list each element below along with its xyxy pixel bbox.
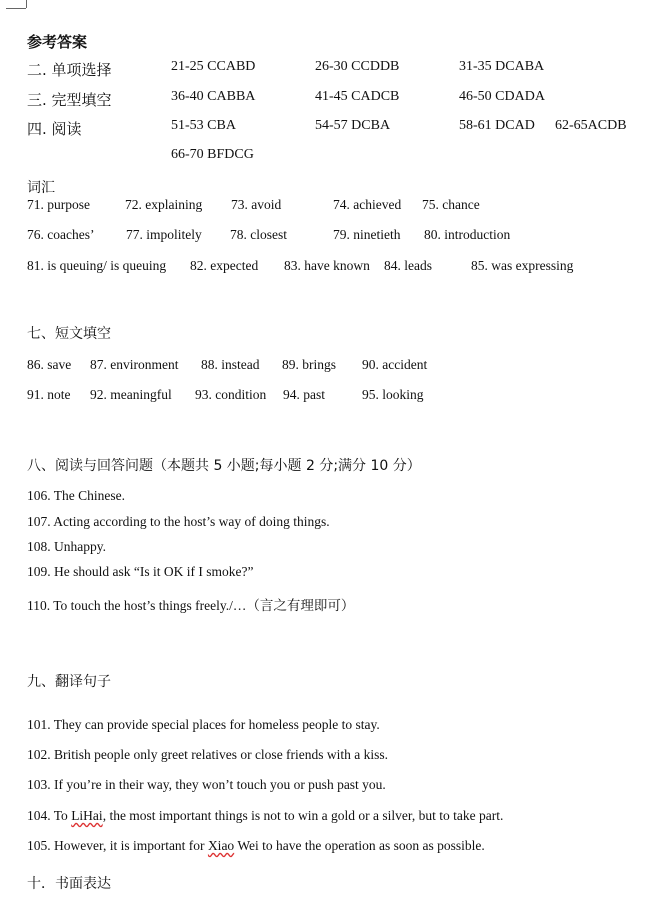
- vocab-answer: 77. impolitely: [126, 227, 202, 242]
- section-label: 三. 完型填空: [27, 91, 112, 109]
- answer-group: 54-57 DCBA: [315, 118, 391, 133]
- cloze-answer: 88. instead: [201, 357, 260, 372]
- section-heading-reading-qa: 八、阅读与回答问题（本题共 5 小题;每小题 2 分;满分 10 分）: [27, 458, 421, 474]
- page-title: 参考答案: [27, 33, 88, 51]
- translation-text: , the most important things is not to win a gold or a silver, but to take part.: [102, 808, 504, 823]
- spellcheck-flagged-word: LiHai: [71, 808, 103, 823]
- cloze-answer: 93. condition: [195, 387, 267, 402]
- cloze-answer: 91. note: [27, 387, 71, 402]
- vocab-answer: 71. purpose: [27, 197, 90, 212]
- cloze-answer: 92. meaningful: [90, 387, 172, 402]
- vocab-answer: 74. achieved: [333, 197, 402, 212]
- answer-group: 31-35 DCABA: [459, 59, 545, 74]
- qa-answer: 108. Unhappy.: [27, 539, 106, 554]
- vocab-answer: 85. was expressing: [471, 258, 574, 273]
- answer-group: 46-50 CDADA: [459, 89, 545, 104]
- answer-group: 36-40 CABBA: [171, 89, 256, 104]
- vocab-answer: 84. leads: [384, 258, 432, 273]
- translation-text: 105. However, it is important for: [27, 838, 208, 853]
- cloze-answer: 90. accident: [362, 357, 428, 372]
- translation-answer: [27, 838, 485, 854]
- vocab-answer: 82. expected: [190, 258, 259, 273]
- vocab-answer: 78. closest: [230, 227, 287, 242]
- vocab-answer: 81. is queuing/ is queuing: [27, 258, 167, 273]
- section-heading-translation: 九、翻译句子: [27, 674, 111, 690]
- translation-text: Wei to have the operation as soon as possible.: [234, 838, 485, 853]
- vocab-answer: 75. chance: [422, 197, 480, 212]
- spellcheck-flagged-word: Xiao: [207, 838, 235, 853]
- corner-crop-mark: [26, 0, 27, 8]
- translation-answer: 102. British people only greet relatives or close friends with a kiss.: [27, 747, 389, 762]
- corner-crop-mark-horizontal: [6, 8, 26, 9]
- vocab-answer: 76. coaches’: [27, 227, 95, 242]
- qa-answer: 107. Acting according to the host’s way of doing things.: [27, 514, 330, 529]
- cloze-answer: 86. save: [27, 357, 72, 372]
- answer-group: 66-70 BFDCG: [171, 147, 254, 162]
- vocab-answer: 79. ninetieth: [333, 227, 401, 242]
- answer-group: 51-53 CBA: [171, 118, 236, 133]
- vocab-answer: 80. introduction: [424, 227, 511, 242]
- qa-answer: 106. The Chinese.: [27, 488, 125, 503]
- qa-answer: 109. He should ask “Is it OK if I smoke?”: [27, 564, 254, 579]
- answer-group: 26-30 CCDDB: [315, 59, 400, 74]
- translation-text: 104. To: [27, 808, 72, 823]
- answer-group: 21-25 CCABD: [171, 59, 256, 74]
- translation-answer: 103. If you’re in their way, they won’t touch you or push past you.: [27, 777, 386, 792]
- cloze-answer: 94. past: [283, 387, 325, 402]
- vocab-answer: 83. have known: [284, 258, 370, 273]
- vocab-answer: 73. avoid: [231, 197, 282, 212]
- section-heading-writing: 十．书面表达: [27, 876, 111, 892]
- section-label: 二. 单项选择: [27, 61, 112, 79]
- section-heading-cloze: 七、短文填空: [27, 326, 111, 342]
- cloze-answer: 87. environment: [90, 357, 179, 372]
- section-label: 四. 阅读: [27, 120, 82, 138]
- section-heading-vocab: 词汇: [27, 180, 55, 196]
- cloze-answer: 89. brings: [282, 357, 336, 372]
- vocab-answer: 72. explaining: [125, 197, 203, 212]
- qa-answer: 110. To touch the host’s things freely./…（言之有理即可）: [27, 598, 355, 613]
- translation-answer: 101. They can provide special places for homeless people to stay.: [27, 717, 380, 732]
- answer-group: 58-61 DCAD: [459, 118, 535, 133]
- translation-answer: [27, 808, 503, 824]
- cloze-answer: 95. looking: [362, 387, 424, 402]
- answer-group: 62-65ACDB: [555, 118, 627, 133]
- answer-group: 41-45 CADCB: [315, 89, 400, 104]
